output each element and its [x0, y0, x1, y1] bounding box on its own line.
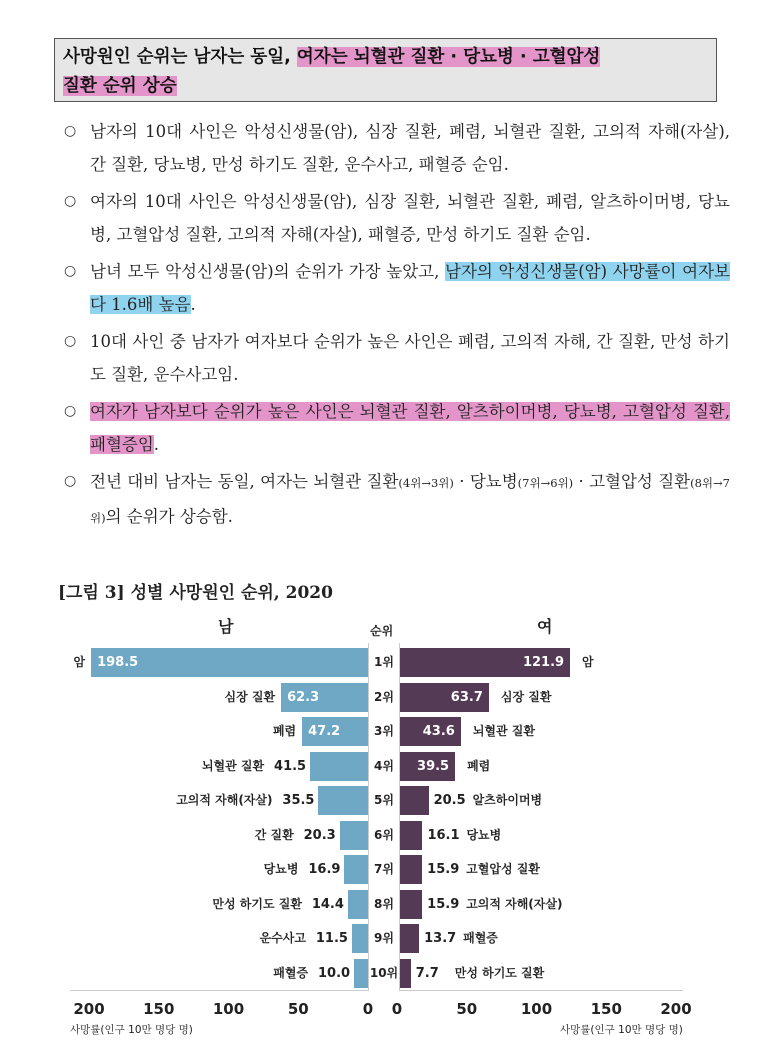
summary-highlight-2: 질환 순위 상승: [63, 76, 177, 96]
male-cause-label: 만성 하기도 질환: [212, 896, 302, 911]
male-value: 10.0: [317, 965, 351, 981]
male-bar[interactable]: [348, 890, 368, 919]
female-value: 16.1: [427, 827, 460, 843]
male-cause-label: 운수사고: [259, 931, 306, 945]
female-header: 여: [537, 617, 553, 636]
female-x-tick: 0: [391, 1000, 403, 1018]
female-bar[interactable]: [400, 855, 422, 884]
male-bar[interactable]: [354, 959, 368, 988]
male-value: 41.5: [274, 758, 307, 774]
figure-title: [그림 3] 성별 사망원인 순위, 2020: [58, 583, 333, 603]
male-bar[interactable]: [310, 752, 368, 781]
bullet-tail: .: [190, 295, 196, 314]
male-x-tick: 150: [143, 1000, 175, 1018]
bullet-highlight: 여자가 남자보다 순위가 높은 사인은 뇌혈관 질환, 알츠하이머병, 당뇨병, 고혈압성 질환, 패혈증임: [90, 402, 730, 454]
male-cause-label: 패혈증: [273, 965, 309, 980]
bullet-text: 여자의 10대 사인은 악성신생물(암), 심장 질환, 뇌혈관 질환, 폐렴, 알츠하이머병, 당뇨병, 고혈압성 질환, 고의적 자해(자살), 패혈증, 만성 하기도 질환 순임.: [90, 192, 730, 244]
rank-label: 2위: [374, 689, 394, 704]
rank-label: 10위: [369, 965, 399, 980]
female-cause-label: 폐렴: [467, 758, 491, 773]
rank-label: 5위: [374, 793, 394, 807]
bullet-text: 10대 사인 중 남자가 여자보다 순위가 높은 사인은 폐렴, 고의적 자해, 간 질환, 만성 하기도 질환, 운수사고임.: [90, 332, 730, 384]
bullet-text: 남자의 10대 사인은 악성신생물(암), 심장 질환, 폐렴, 뇌혈관 질환, 고의적 자해(자살), 간 질환, 당뇨병, 만성 하기도 질환, 운수사고, 패혈증 순임.: [90, 122, 730, 174]
rank-label: 3위: [374, 724, 394, 738]
male-x-tick: 0: [362, 1000, 374, 1018]
rank-label: 7위: [374, 862, 394, 876]
circle-bullet-icon: ○: [64, 123, 77, 139]
female-bar[interactable]: [400, 821, 422, 850]
male-value: 16.9: [308, 862, 341, 877]
female-cause-label: 만성 하기도 질환: [454, 965, 545, 980]
female-value: 39.5: [417, 758, 450, 774]
male-value: 11.5: [315, 931, 348, 946]
rank-label: 6위: [374, 827, 394, 842]
male-value: 62.3: [287, 689, 320, 705]
bullet-text: · 당뇨병: [453, 472, 518, 491]
male-cause-label: 뇌혈관 질환: [201, 758, 265, 773]
male-baseline: [70, 990, 368, 991]
bullet-text: 의 순위가 상승함.: [105, 507, 233, 526]
female-cause-label: 고의적 자해(자살): [466, 896, 563, 911]
bullet-text: 전년 대비 남자는 동일, 여자는 뇌혈관 질환: [90, 472, 399, 491]
female-cause-label: 고혈압성 질환: [466, 862, 540, 876]
male-value: 47.2: [308, 724, 341, 739]
female-x-tick: 200: [660, 1000, 692, 1018]
male-value: 20.3: [303, 827, 336, 843]
circle-bullet-icon: ○: [64, 403, 77, 419]
male-x-tick: 200: [73, 1000, 105, 1018]
female-value: 13.7: [424, 931, 457, 946]
female-bar[interactable]: [400, 924, 419, 953]
female-value: 15.9: [427, 862, 460, 877]
male-header: 남: [218, 617, 234, 636]
rank-label: 1위: [374, 655, 394, 669]
rank-label: 8위: [374, 896, 394, 911]
circle-bullet-icon: ○: [64, 333, 77, 349]
male-x-tick: 50: [287, 1000, 309, 1018]
female-x-tick: 150: [590, 1000, 622, 1018]
male-x-label: 사망률(인구 10만 명당 명): [70, 1024, 193, 1036]
female-cause-label: 알츠하이머병: [472, 793, 543, 807]
bullet-text: 남녀 모두 악성신생물(암)의 순위가 가장 높았고,: [90, 262, 446, 281]
male-bar[interactable]: [340, 821, 368, 850]
bullet-highlight: 남자의 악성신생물(암) 사망률이 여자보다 1.6배 높음: [90, 262, 730, 314]
circle-bullet-icon: ○: [64, 263, 77, 279]
female-cause-label: 당뇨병: [466, 827, 502, 842]
rank-change: (7위→6위): [517, 476, 574, 490]
male-bar[interactable]: [352, 924, 368, 953]
rank-header: 순위: [370, 624, 394, 638]
female-x-label: 사망률(인구 10만 명당 명): [560, 1024, 683, 1036]
male-bar[interactable]: [318, 786, 368, 815]
female-value: 20.5: [433, 793, 466, 808]
female-cause-label: 심장 질환: [500, 689, 552, 704]
summary-highlight-1: 여자는 뇌혈관 질환 · 당뇨병 · 고혈압성: [296, 47, 601, 67]
female-bar[interactable]: [400, 786, 429, 815]
rank-change: (4위→3위): [398, 476, 454, 490]
female-cause-label: 암: [582, 655, 594, 669]
male-cause-label: 간 질환: [254, 827, 294, 842]
female-baseline: [399, 990, 683, 991]
female-value: 15.9: [427, 896, 460, 912]
female-x-tick: 100: [520, 1000, 553, 1018]
circle-bullet-icon: ○: [64, 193, 77, 209]
rank-label: 9위: [374, 931, 394, 945]
circle-bullet-icon: ○: [64, 473, 77, 489]
male-value: 198.5: [97, 655, 139, 670]
male-value: 35.5: [282, 793, 315, 808]
bullet-tail: .: [153, 435, 160, 454]
rank-change: (8위→7위): [90, 476, 730, 525]
male-cause-label: 암: [73, 655, 86, 669]
rank-label: 4위: [374, 758, 394, 773]
male-cause-label: 고의적 자해(자살): [176, 793, 273, 807]
male-cause-label: 심장 질환: [224, 689, 276, 704]
bullet-text: · 고혈압성 질환: [573, 472, 691, 491]
female-value: 121.9: [522, 655, 565, 670]
male-cause-label: 당뇨병: [263, 862, 299, 876]
male-bar[interactable]: [344, 855, 368, 884]
summary-plain: 사망원인 순위는 남자는 동일,: [63, 47, 297, 67]
male-value: 14.4: [311, 896, 344, 912]
female-value: 7.7: [415, 965, 439, 981]
female-x-tick: 50: [456, 1000, 478, 1018]
female-bar[interactable]: [400, 890, 422, 919]
male-cause-label: 폐렴: [272, 724, 297, 738]
female-value: 63.7: [450, 689, 483, 705]
female-cause-label: 뇌혈관 질환: [472, 724, 535, 738]
male-x-tick: 100: [212, 1000, 245, 1018]
female-value: 43.6: [422, 724, 455, 739]
female-cause-label: 패혈증: [463, 931, 498, 945]
female-bar[interactable]: [400, 959, 411, 988]
